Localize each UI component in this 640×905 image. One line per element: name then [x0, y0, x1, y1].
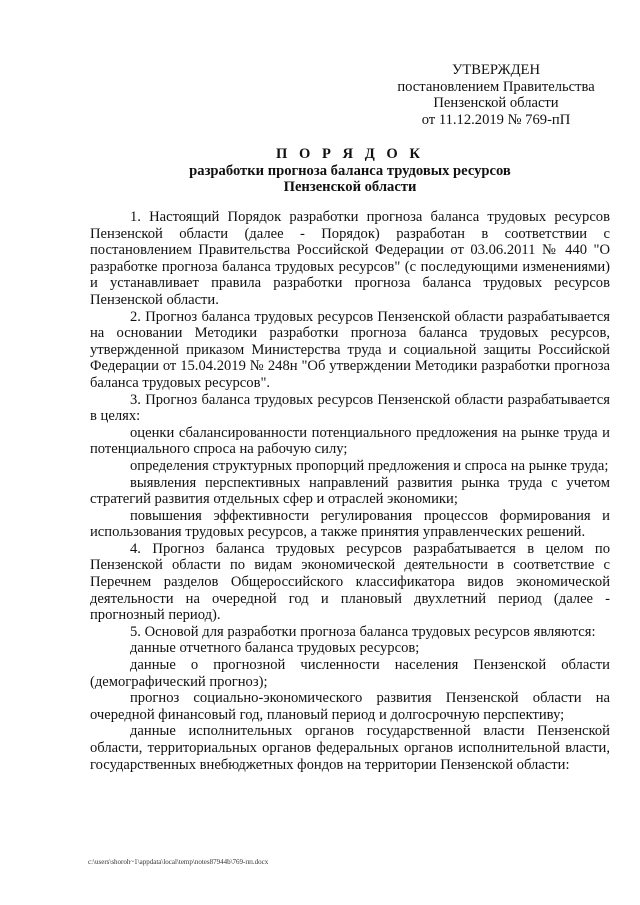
title-region: Пензенской области	[283, 179, 417, 196]
title-main: П О Р Я Д О К	[275, 146, 425, 162]
paragraph-5: 5. Основой для разработки прогноза баланса трудовых ресурсов являются:	[130, 623, 596, 640]
paragraph-3-item-1: оценки сбалансированности потенциального предложения на рынке труда и потенциального спроса на рабочую силу;	[90, 424, 610, 458]
approved-heading: УТВЕРЖДЕН	[452, 62, 540, 78]
approved-date-number: от 11.12.2019 № 769-пП	[421, 111, 571, 128]
document-title	[90, 146, 610, 196]
paragraph-3-item-3: выявления перспективных направлений развития рынка труда с учетом стратегий развития отдельных сфер и отраслей экономики;	[90, 474, 610, 508]
paragraph-3: 3. Прогноз баланса трудовых ресурсов Пензенской области разрабатывается в целях:	[90, 391, 610, 425]
paragraph-1: 1. Настоящий Порядок разработки прогноза баланса трудовых ресурсов Пензенской области (далее - Порядок) разработан в соответствии с постановлением Правительства Российской Федерации от 03.06.2011 № 440 "О разработке прогноза баланса трудовых ресурсов" (с последующими изменениями) и устанавливает правила разработки прогноза баланса трудовых ресурсов Пензенской области.	[90, 209, 610, 308]
paragraph-5-item-3: прогноз социально-экономического развития Пензенской области на очередной финансовый год, плановый период и долгосрочную перспективу;	[90, 690, 610, 723]
title-subject: разработки прогноза баланса трудовых ресурсов	[189, 162, 511, 179]
paragraph-3-item-4: повышения эффективности регулирования процессов формирования и использования трудовых ресурсов, а также принятия управленческих решений.	[90, 507, 610, 541]
paragraph-5-item-2: данные о прогнозной численности населения Пензенской области (демографический прогноз);	[90, 657, 610, 690]
paragraph-4: 4. Прогноз баланса трудовых ресурсов разрабатывается в целом по Пензенской области по видам экономической деятельности в соответствие с Перечнем разделов Общероссийского классификатора видов экономической деятельности на очередной год и плановый двухлетний период (далее - прогнозный период).	[90, 540, 610, 624]
paragraph-3-item-2: определения структурных пропорций предложения и спроса на рынке труда;	[130, 457, 609, 474]
approval-stamp	[380, 62, 612, 128]
paragraph-5-item-4: данные исполнительных органов государственной власти Пензенской области, территориальных органов федеральных органов исполнительной власти, государственных внебюджетных фондов на территории Пензенской области:	[90, 723, 610, 773]
document-body	[90, 209, 610, 773]
approved-by-line: постановлением Правительства	[397, 78, 595, 95]
paragraph-5-item-1: данные отчетного баланса трудовых ресурсов;	[130, 640, 420, 657]
approved-region-line: Пензенской области	[433, 95, 559, 112]
file-path-footer: c:\users\shoroh~1\appdata\local\temp\notes87944b\769-пп.docx	[88, 858, 269, 866]
paragraph-2: 2. Прогноз баланса трудовых ресурсов Пензенской области разрабатывается на основании Методики разработки прогноза баланса трудовых ресурсов, утвержденной приказом Министерства труда и социальной защиты Российской Федерации от 15.04.2019 № 248н "Об утверждении Методики разработки прогноза баланса трудовых ресурсов".	[90, 308, 610, 391]
